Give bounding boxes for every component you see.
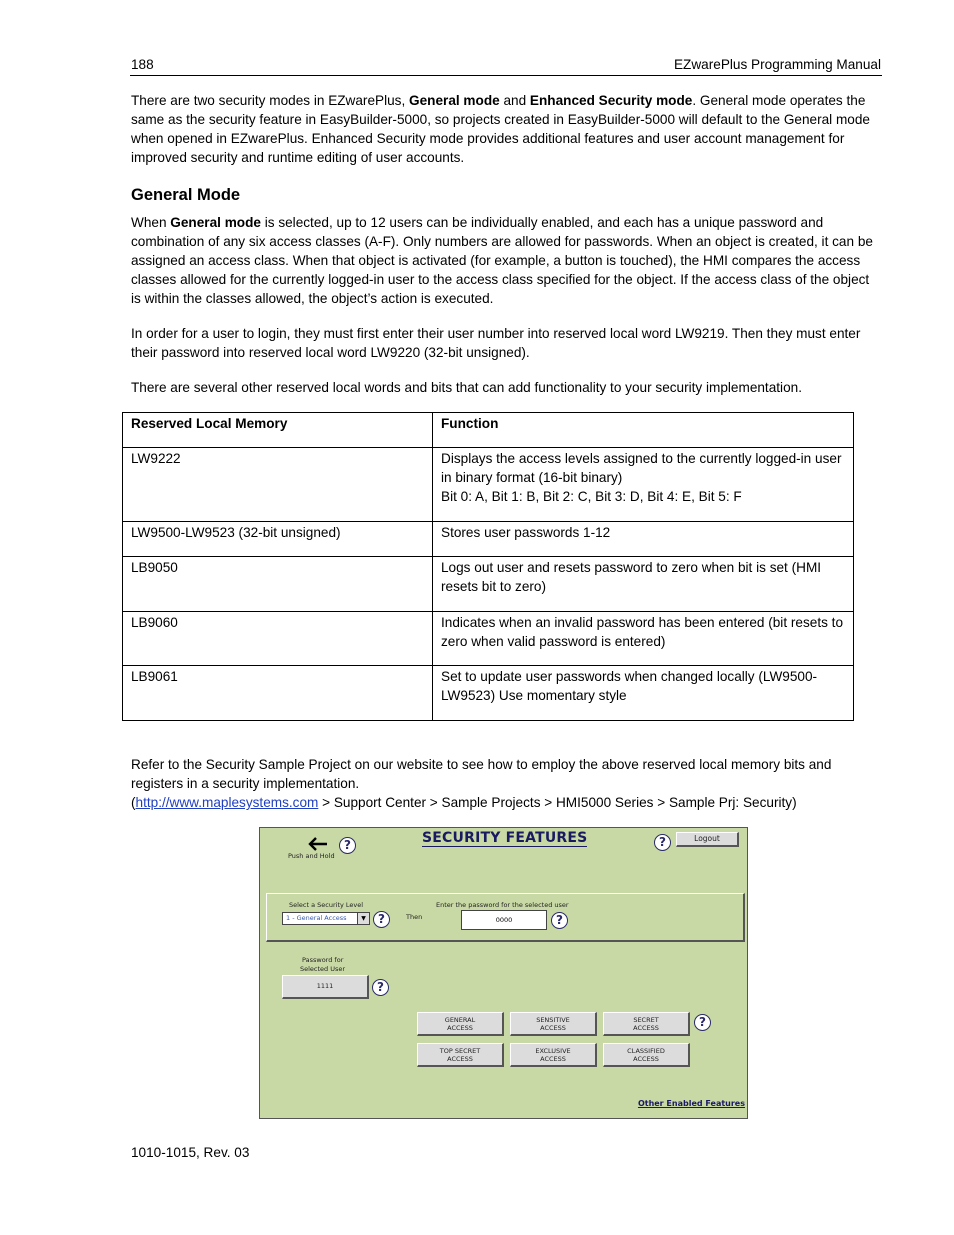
exclusive-access-button[interactable]: EXCLUSIVE ACCESS [510, 1043, 597, 1067]
manual-title: EZwarePlus Programming Manual [673, 57, 881, 72]
function-cell: Indicates when an invalid password has been entered (bit resets to zero when valid password is entered) [433, 612, 854, 666]
help-icon[interactable]: ? [339, 837, 356, 854]
password-for-label: Password for [302, 956, 344, 964]
memory-cell: LB9060 [123, 612, 433, 666]
table-row [123, 522, 854, 557]
help-icon[interactable]: ? [372, 979, 389, 996]
security-level-select[interactable] [282, 912, 370, 925]
secret-access-button[interactable]: SECRET ACCESS [603, 1012, 690, 1036]
reserved-memory-table [122, 412, 854, 721]
general-mode-paragraph: When General mode is selected, up to 12 users can be individually enabled, and each has a unique password and combination of any six access classes (A-F). Only numbers are allowed for passwords. When an object is created, it can be assigned an access class. When that object is activated (for example, a button is touched), the HMI compares the access classes allowed for the currently logged-in user to the access class specified for the object. If the access class of the object is within the classes allowed, the object’s action is executed. [131, 215, 873, 306]
doc-number: 1010-1015, Rev. 03 [131, 1145, 250, 1160]
other-enabled-features-link[interactable]: Other Enabled Features [637, 1099, 745, 1108]
table-header-memory: Reserved Local Memory [123, 413, 433, 448]
table-header-function: Function [433, 413, 854, 448]
table-row [123, 448, 854, 522]
push-hold-label: Push and Hold [288, 852, 335, 860]
help-icon[interactable]: ? [551, 912, 568, 929]
table-row [123, 557, 854, 612]
reserved-intro-paragraph: There are several other reserved local words and bits that can add functionality to your security implementation. [131, 380, 802, 395]
memory-cell: LW9222 [123, 448, 433, 522]
help-icon[interactable]: ? [373, 911, 390, 928]
enter-password-label: Enter the password for the selected user [436, 901, 569, 909]
login-paragraph: In order for a user to login, they must first enter their user number into reserved local word LW9219. Then they must enter their password into reserved local word LW9220 (32-bit unsigned). [131, 326, 861, 360]
sensitive-access-button[interactable]: SENSITIVE ACCESS [510, 1012, 597, 1036]
function-cell: Set to update user passwords when changed locally (LW9500-LW9523) Use momentary style [433, 666, 854, 721]
logout-button[interactable]: Logout [676, 832, 739, 847]
select-level-label: Select a Security Level [289, 901, 364, 909]
classified-access-button[interactable]: CLASSIFIED ACCESS [603, 1043, 690, 1067]
function-cell: Logs out user and resets password to zero when bit is set (HMI resets bit to zero) [433, 557, 854, 612]
memory-cell: LB9050 [123, 557, 433, 612]
section-heading: General Mode [131, 186, 241, 204]
table-row [123, 666, 854, 721]
then-label: Then [406, 913, 423, 921]
hmi-title: SECURITY FEATURES [422, 830, 588, 846]
password-input[interactable]: 0000 [461, 910, 547, 930]
help-icon[interactable]: ? [654, 834, 671, 851]
page-number: 188 [131, 57, 154, 72]
function-cell: Displays the access levels assigned to the currently logged-in user in binary format (16-bit binary) Bit 0: A, Bit 1: B, Bit 2: C, Bit 3: D, Bit 4: E, Bit 5: F [433, 448, 854, 522]
general-access-button[interactable]: GENERAL ACCESS [417, 1012, 504, 1036]
selected-password-display: 1111 [282, 975, 369, 999]
security-level-value: 1 - General Access [286, 914, 347, 922]
top-secret-access-button[interactable]: TOP SECRET ACCESS [417, 1043, 504, 1067]
refer-paragraph: Refer to the Security Sample Project on our website to see how to employ the above reserved local memory bits and registers in a security implementation. (http://www.maplesystems.com > Support Center > Sample Projects > HMI5000 Series > Sample Prj: Security) [131, 757, 832, 810]
selected-user-label: Selected User [300, 965, 346, 973]
intro-paragraph: There are two security modes in EZwarePlus, General mode and Enhanced Security mode. General mode operates the same as the security feature in EasyBuilder-5000, so projects created in EasyBuilder-5000 will default to the General mode when opened in EZwarePlus. Enhanced Security mode provides additional features and user account management for improved security and runtime editing of user accounts. [131, 93, 870, 165]
help-icon[interactable]: ? [694, 1014, 711, 1031]
security-level-group [266, 893, 745, 942]
memory-cell: LW9500-LW9523 (32-bit unsigned) [123, 522, 433, 557]
maplesystems-link[interactable]: http://www.maplesystems.com [135, 795, 319, 810]
memory-cell: LB9061 [123, 666, 433, 721]
back-arrow-icon[interactable] [307, 837, 329, 851]
header-rule [130, 75, 882, 76]
table-header-row [123, 413, 854, 448]
table-row [123, 612, 854, 666]
function-cell: Stores user passwords 1-12 [433, 522, 854, 557]
chevron-down-icon[interactable]: ▼ [357, 913, 369, 924]
security-features-screen [259, 827, 748, 1119]
